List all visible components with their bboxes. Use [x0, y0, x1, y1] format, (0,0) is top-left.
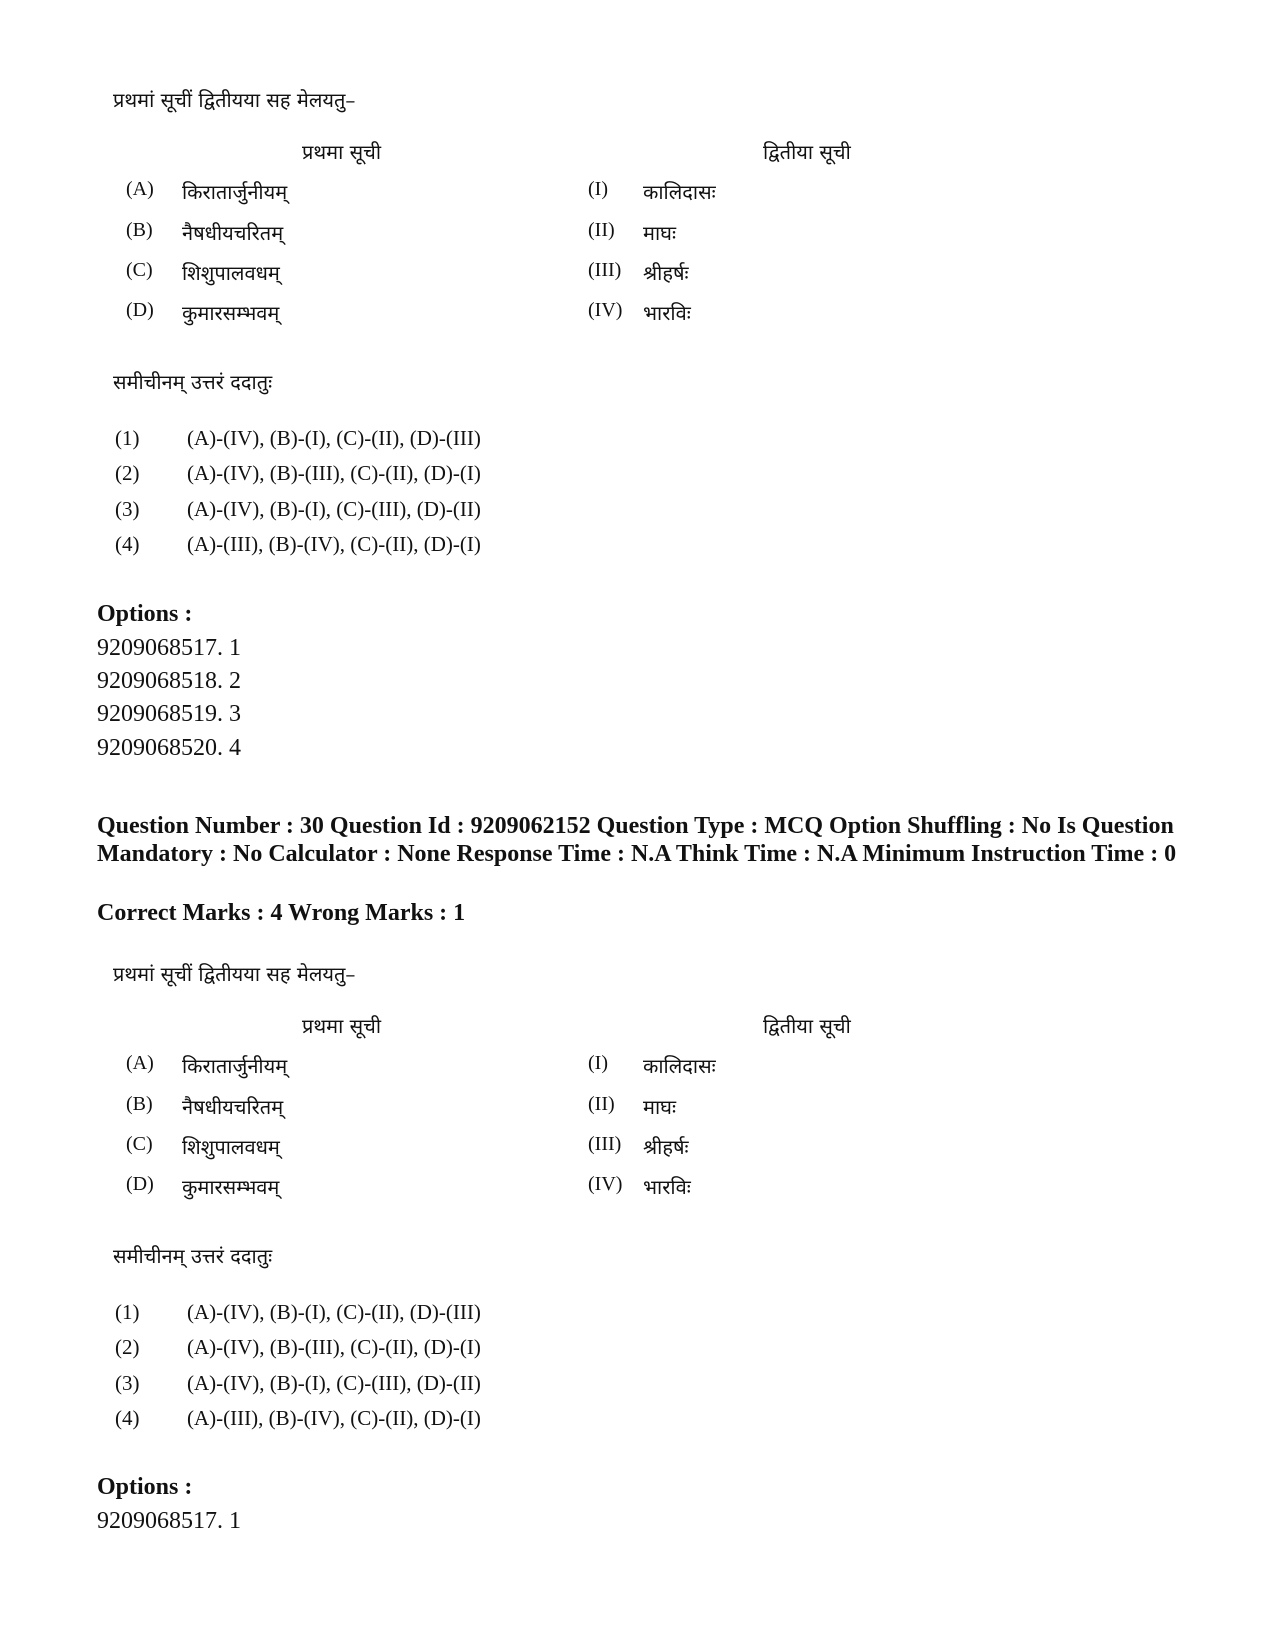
match-row	[0, 1093, 1275, 1123]
choice-row	[0, 426, 1275, 456]
list2-value: भारविः	[643, 1175, 691, 1199]
match-row	[0, 219, 1275, 249]
choice-text: (A)-(III), (B)-(IV), (C)-(II), (D)-(I)	[187, 532, 481, 556]
choice-text: (A)-(IV), (B)-(I), (C)-(II), (D)-(III)	[187, 1300, 481, 1324]
list1-key: (D)	[126, 299, 154, 321]
choice-row	[0, 1371, 1275, 1401]
match-row	[0, 1052, 1275, 1082]
choice-number: (3)	[115, 1371, 140, 1395]
choice-text: (A)-(IV), (B)-(III), (C)-(II), (D)-(I)	[187, 1335, 481, 1359]
list1-value: कुमारसम्भवम्	[182, 301, 280, 325]
choice-number: (1)	[115, 426, 140, 450]
choice-text: (A)-(IV), (B)-(I), (C)-(III), (D)-(II)	[187, 497, 481, 521]
answer-prompt: समीचीनम् उत्तरं ददातुः	[113, 370, 273, 394]
choice-number: (4)	[115, 1406, 140, 1430]
choice-number: (2)	[115, 461, 140, 485]
choice-text: (A)-(IV), (B)-(III), (C)-(II), (D)-(I)	[187, 461, 481, 485]
list2-key: (I)	[588, 178, 608, 200]
list1-heading: प्रथमा सूची	[302, 140, 382, 164]
options-heading: Options :	[97, 1474, 193, 1500]
option-line: 9209068520. 4	[97, 735, 241, 761]
list2-key: (IV)	[588, 1173, 623, 1195]
match-row	[0, 259, 1275, 289]
option-line: 9209068517. 1	[97, 1508, 241, 1534]
list2-key: (III)	[588, 259, 622, 281]
list1-value: कुमारसम्भवम्	[182, 1175, 280, 1199]
list2-value: कालिदासः	[643, 180, 716, 204]
answer-prompt: समीचीनम् उत्तरं ददातुः	[113, 1244, 273, 1268]
choice-number: (1)	[115, 1300, 140, 1324]
choice-row	[0, 1406, 1275, 1436]
list2-value: माघः	[643, 221, 676, 245]
list2-value: श्रीहर्षः	[643, 261, 689, 285]
question-marks: Correct Marks : 4 Wrong Marks : 1	[97, 900, 466, 926]
match-row	[0, 299, 1275, 329]
list1-value: किरातार्जुनीयम्	[182, 180, 288, 204]
list2-key: (II)	[588, 1093, 615, 1115]
choice-number: (2)	[115, 1335, 140, 1359]
list1-key: (D)	[126, 1173, 154, 1195]
choice-row	[0, 532, 1275, 562]
list1-key: (C)	[126, 1133, 153, 1155]
choice-row	[0, 1300, 1275, 1330]
list1-value: किरातार्जुनीयम्	[182, 1054, 288, 1078]
choice-number: (3)	[115, 497, 140, 521]
options-heading: Options :	[97, 601, 193, 627]
list1-key: (B)	[126, 1093, 153, 1115]
choice-row	[0, 1335, 1275, 1365]
list1-value: नैषधीयचरितम्	[182, 221, 284, 245]
match-row	[0, 1133, 1275, 1163]
list1-key: (A)	[126, 178, 154, 200]
choice-text: (A)-(IV), (B)-(I), (C)-(II), (D)-(III)	[187, 426, 481, 450]
question-meta: Question Number : 30 Question Id : 9209062152 Question Type : MCQ Option Shuffling : No Is Question Mandatory : No Calculator : None Response Time : N.A Think Time : N.A Minimum Instruction Time : 0	[97, 813, 1177, 867]
list1-value: शिशुपालवधम्	[182, 261, 280, 285]
list2-key: (II)	[588, 219, 615, 241]
list1-key: (B)	[126, 219, 153, 241]
choice-text: (A)-(III), (B)-(IV), (C)-(II), (D)-(I)	[187, 1406, 481, 1430]
question-intro: प्रथमां सूचीं द्वितीयया सह मेलयतु–	[113, 88, 356, 112]
list2-key: (III)	[588, 1133, 622, 1155]
list1-key: (A)	[126, 1052, 154, 1074]
option-line: 9209068517. 1	[97, 635, 241, 661]
list2-key: (IV)	[588, 299, 623, 321]
option-line: 9209068518. 2	[97, 668, 241, 694]
list1-value: नैषधीयचरितम्	[182, 1095, 284, 1119]
option-line: 9209068519. 3	[97, 701, 241, 727]
list2-value: कालिदासः	[643, 1054, 716, 1078]
question-intro: प्रथमां सूचीं द्वितीयया सह मेलयतु–	[113, 962, 356, 986]
match-row	[0, 1173, 1275, 1203]
choice-text: (A)-(IV), (B)-(I), (C)-(III), (D)-(II)	[187, 1371, 481, 1395]
list1-heading: प्रथमा सूची	[302, 1014, 382, 1038]
match-row	[0, 178, 1275, 208]
list2-heading: द्वितीया सूची	[763, 140, 851, 164]
choice-row	[0, 497, 1275, 527]
choice-row	[0, 461, 1275, 491]
list2-heading: द्वितीया सूची	[763, 1014, 851, 1038]
list1-value: शिशुपालवधम्	[182, 1135, 280, 1159]
list2-value: श्रीहर्षः	[643, 1135, 689, 1159]
list1-key: (C)	[126, 259, 153, 281]
list2-value: माघः	[643, 1095, 676, 1119]
choice-number: (4)	[115, 532, 140, 556]
list2-value: भारविः	[643, 301, 691, 325]
list2-key: (I)	[588, 1052, 608, 1074]
